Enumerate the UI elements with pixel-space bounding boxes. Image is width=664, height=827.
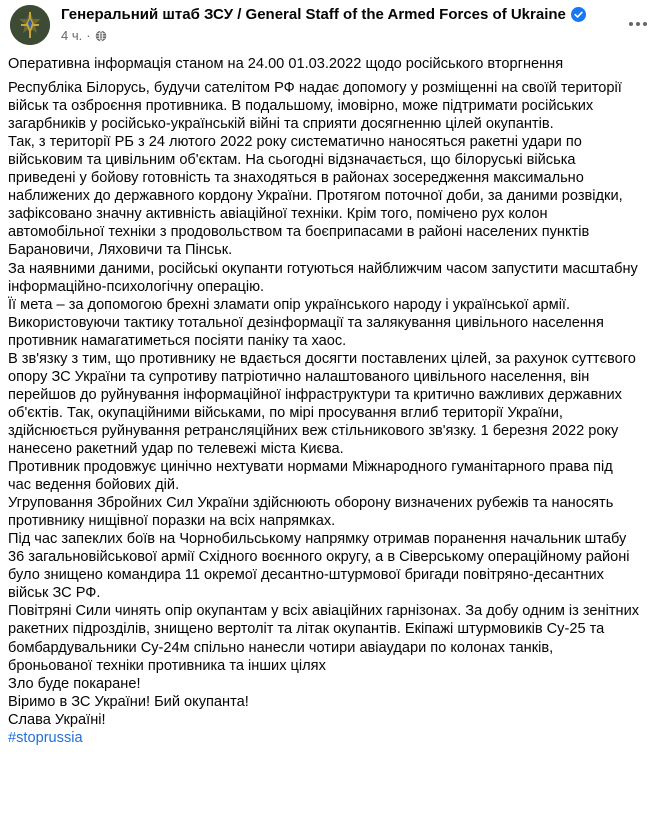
post-text-line: приведені у бойову готовність та знаходяться в районах зосередження максимально bbox=[8, 170, 584, 187]
post-text-line: Угруповання Збройних Сил України здійснюють оборону визначених рубежів та наносять bbox=[8, 495, 614, 512]
post-text-line: військ та озброєння противника. В подальшому, імовірно, може підтримати російських bbox=[8, 98, 594, 115]
post-text-line: Повітряні Сили чинять опір окупантам у всіх авіаційних гарнізонах. За добу одним із зенітних bbox=[8, 603, 640, 620]
post-text-line: Віримо в ЗС України! Бий окупанта! bbox=[8, 693, 249, 710]
post-text-line: Її мета – за допомогою брехні зламати опір українського народу і української армії. bbox=[8, 296, 571, 313]
post-text-line: Слава Україні! bbox=[8, 711, 106, 728]
post-text-line: загарбників у російсько-українській війні та сприяти досягненню цілей окупантів. bbox=[8, 116, 554, 133]
post-text-line: інформаційно-психологічну операцію. bbox=[8, 278, 265, 295]
post-text-line: Використовуючи тактику тотальної дезінформації та залякування цивільного населення bbox=[8, 314, 604, 331]
meta-separator: · bbox=[86, 28, 91, 43]
post-text-line: За наявними даними, російські окупанти готуються найближчим часом запустити масштабну bbox=[8, 260, 638, 277]
post-text-line: Так, з території РБ з 24 лютого 2022 року систематично наносяться ракетні удари по bbox=[8, 134, 582, 151]
general-staff-emblem-icon bbox=[10, 5, 50, 45]
post-text-line: наближених до державного кордону України. Протягом поточної доби, за даними розвідки, bbox=[8, 188, 623, 205]
author-name-row bbox=[61, 6, 586, 23]
post-text-line: Республіка Білорусь, будучи сателітом РФ надає допомогу у розміщенні на своїй території bbox=[8, 80, 622, 97]
post-text-line: військовим та цивільним об'єктам. На сьогодні відзначається, що білоруські війська bbox=[8, 152, 576, 169]
post-header bbox=[0, 0, 664, 52]
author-name[interactable]: Генеральний штаб ЗСУ / General Staff of the Armed Forces of Ukraine bbox=[61, 6, 566, 23]
post-text-line: Противник продовжує цинічно нехтувати нормами Міжнародного гуманітарного права під bbox=[8, 459, 613, 476]
post-text-line: бомбардувальники Су-24м спільно нанесли чотири авіаудари по колонах танків, bbox=[8, 639, 554, 656]
post-text-line: перейшов до руйнування інформаційної інфраструктури та критично важливих державних bbox=[8, 386, 622, 403]
post-text-line: Зло буде покаране! bbox=[8, 675, 141, 692]
post-text-line: зафіксовано значну активність авіаційної техніки. Крім того, помічено рух колон bbox=[8, 206, 548, 223]
post-text-line: Під час запеклих боїв на Чорнобильському напрямку отримав поранення начальник штабу bbox=[8, 531, 627, 548]
globe-icon[interactable] bbox=[95, 30, 107, 42]
post-text-line: було знищено командира 11 окремої десантно-штурмової бригади повітряно-десантних bbox=[8, 567, 604, 584]
post-text-line: Барановичи, Ляховичи та Пінськ. bbox=[8, 242, 233, 259]
post-text-line: опору ЗС України та супротиву патріотично налаштованого цивільного населення, він bbox=[8, 368, 590, 385]
post-text-line: противнику нищівної поразки на всіх напрямках. bbox=[8, 513, 336, 530]
post-meta bbox=[61, 28, 107, 43]
post-text-line: автомобільної техніки з продовольством та боєприпасами в районі населених пунктів bbox=[8, 224, 590, 241]
post-timestamp[interactable]: 4 ч. bbox=[61, 28, 83, 43]
more-options-icon[interactable] bbox=[624, 10, 652, 38]
post-text-line: нанесено ракетний удар по телевежі міста Києва. bbox=[8, 440, 344, 457]
post-text-line: Оперативна інформація станом на 24.00 01.03.2022 щодо російського вторгнення bbox=[8, 56, 564, 72]
post-text-line: броньованої техніки противника та інших цілях bbox=[8, 657, 326, 674]
post-text-line: 36 загальновійськової армії Східного воєнного округу, а в Сіверському операційному районі bbox=[8, 549, 630, 566]
post-hashtag-line bbox=[8, 729, 658, 747]
author-avatar[interactable] bbox=[10, 5, 50, 45]
verified-badge-icon bbox=[571, 7, 586, 22]
post-text-line: здійснюється руйнування ретрансляційних веж стільникового зв'язку. 1 березня 2022 року bbox=[8, 422, 619, 439]
post-text-line: час ведення бойових дій. bbox=[8, 477, 180, 494]
hashtag-link[interactable]: #stoprussia bbox=[8, 729, 83, 746]
post-text bbox=[8, 55, 658, 747]
post-text-line: об'єктів. Так, окупаційними військами, по мірі просування вглиб території України, bbox=[8, 404, 563, 421]
post-text-line: противник намагатиметься посіяти паніку та хаос. bbox=[8, 332, 347, 349]
post-text-line: В зв'язку з тим, що противнику не вдається досягти поставлених цілей, за рахунок суттєвого bbox=[8, 350, 636, 367]
post-text-line: військ ЗС РФ. bbox=[8, 585, 101, 602]
post-text-line: ракетних підрозділів, знищено вертоліт та літак окупантів. Екіпажі штурмовиків Су-25 та bbox=[8, 621, 605, 638]
